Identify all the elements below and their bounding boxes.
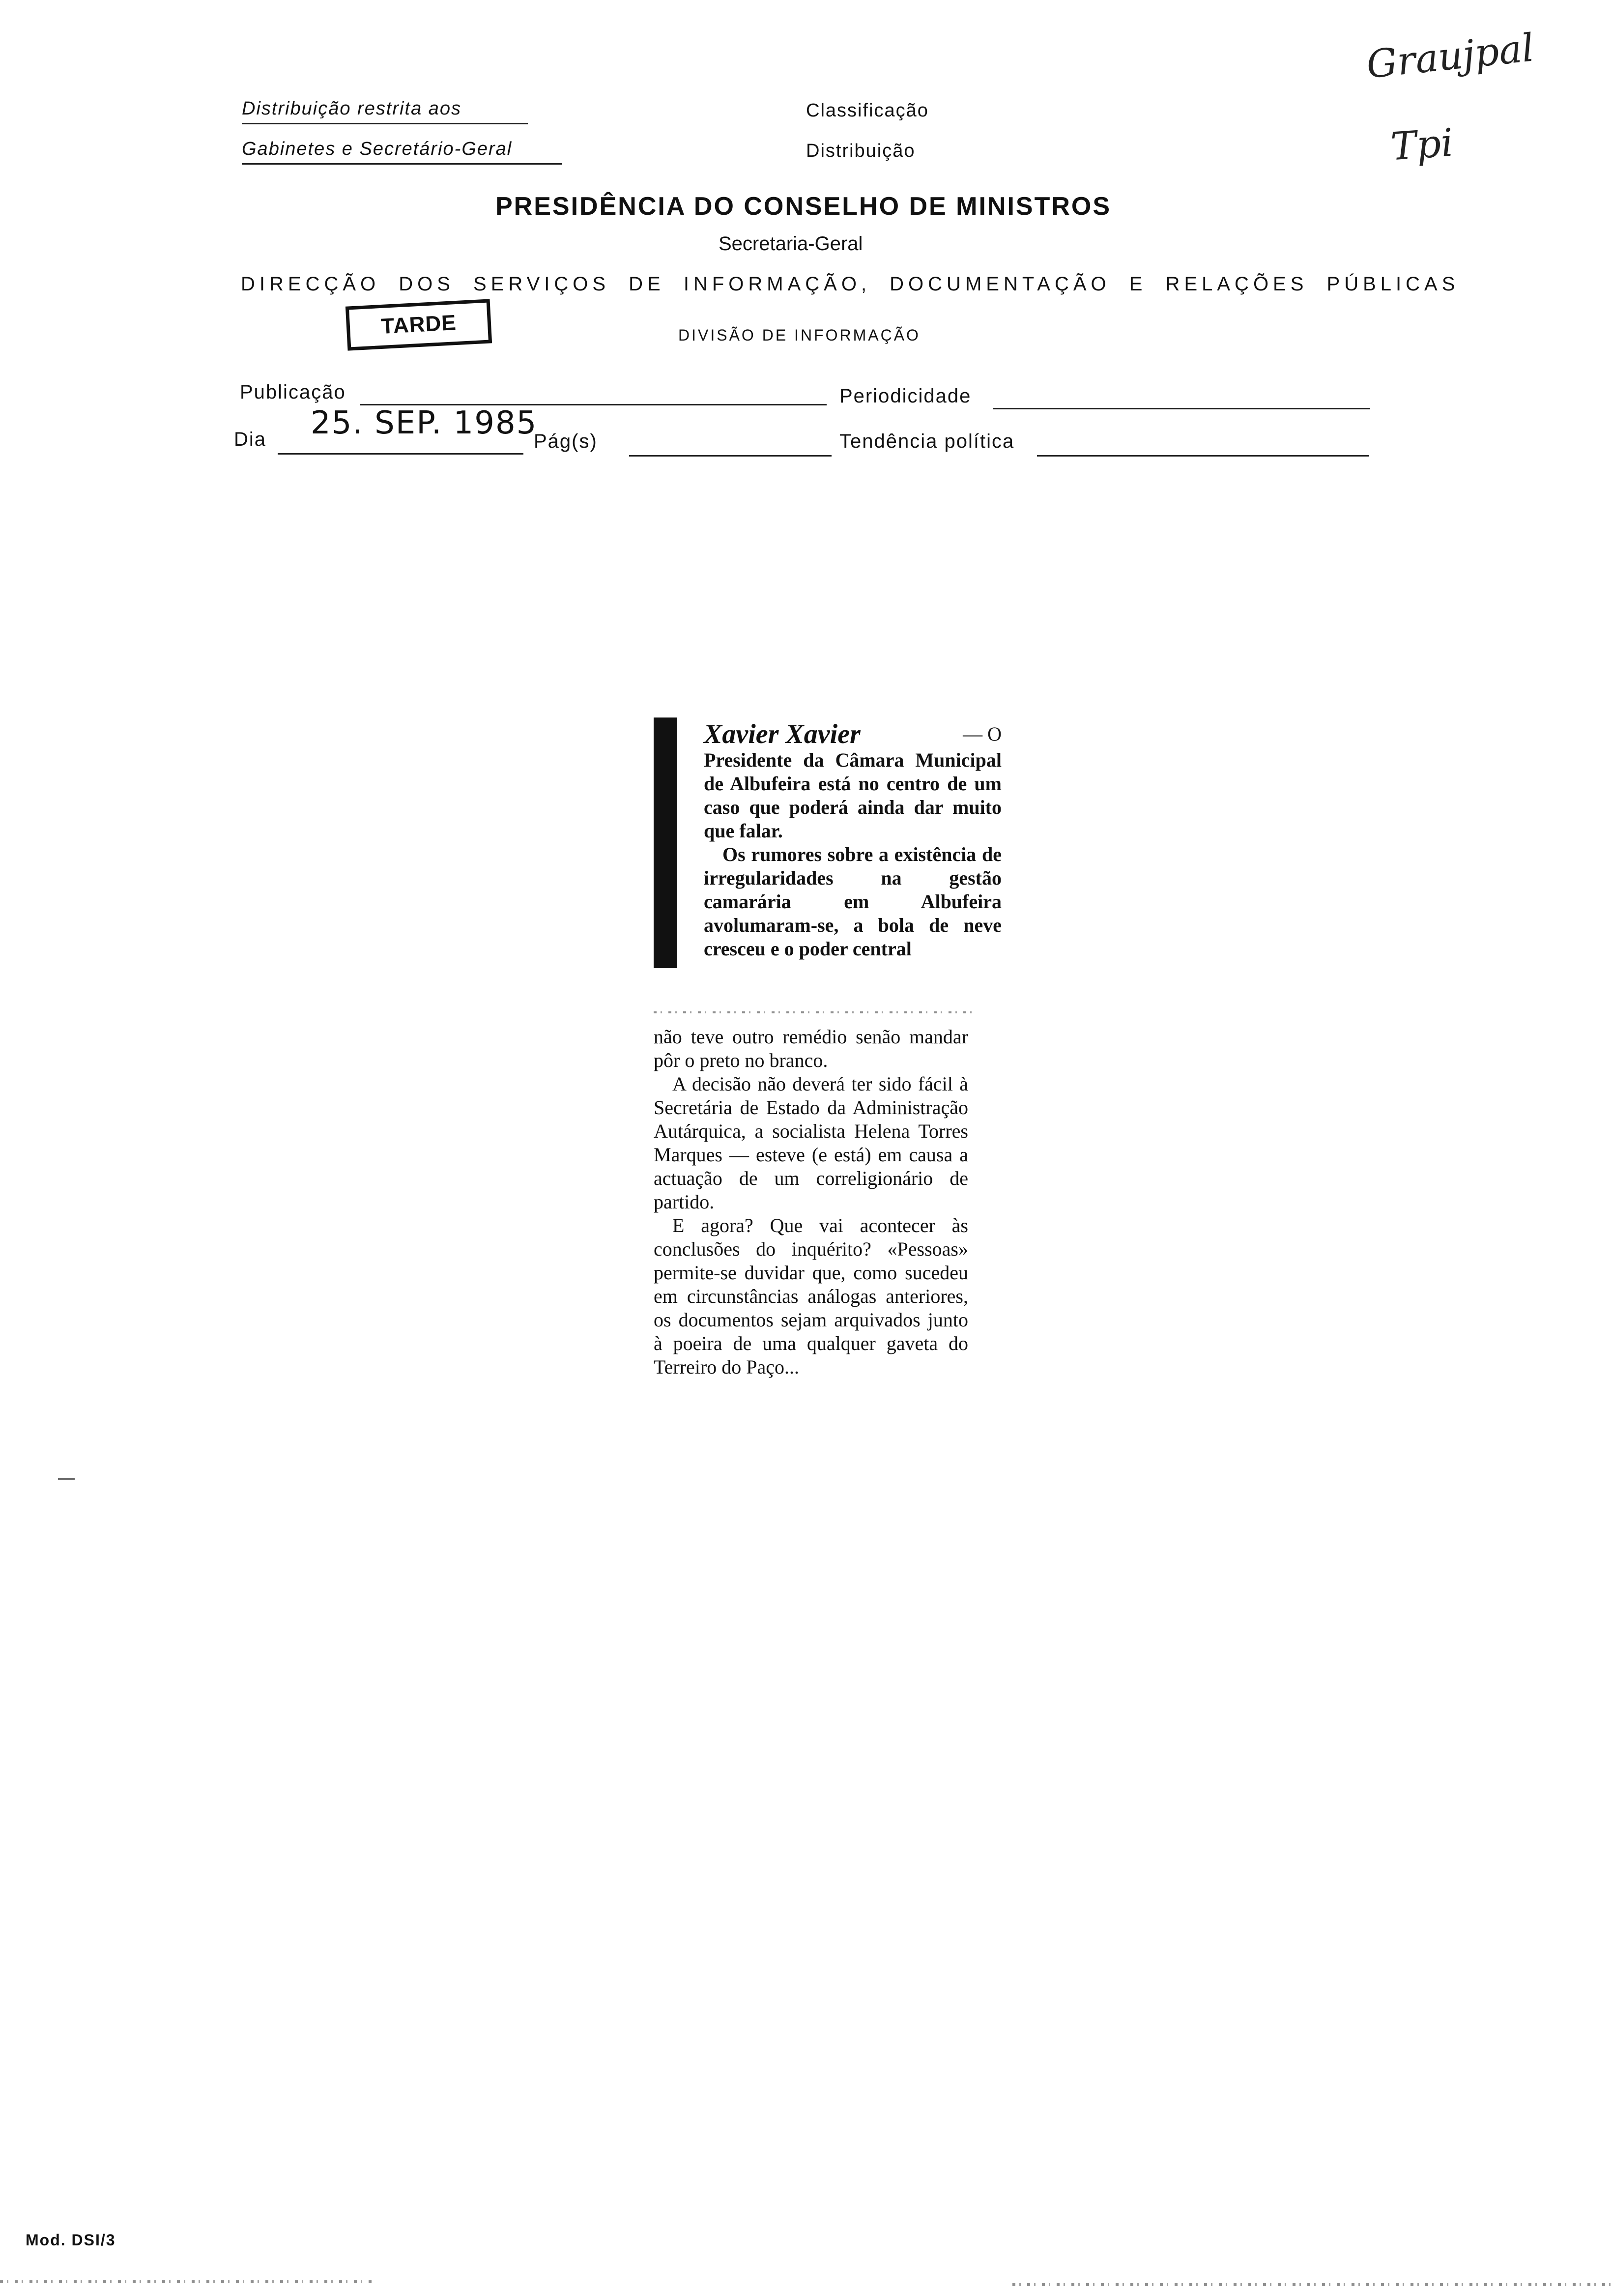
divisao-label: DIVISÃO DE INFORMAÇÃO: [678, 326, 921, 344]
tendencia-label: Tendência política: [839, 430, 1015, 452]
classificacao-label: Classificação: [806, 100, 929, 121]
newspaper-clipping-bottom: [654, 1025, 968, 1379]
dia-field: [278, 453, 523, 455]
margin-mark: [58, 1478, 75, 1480]
distribution-underline-2: [242, 163, 562, 165]
tarde-stamp: TARDE: [345, 299, 492, 350]
pags-field: [629, 455, 832, 457]
clipping-torn-edge: [654, 1011, 973, 1013]
clipping-paragraph-1: Presidente da Câmara Municipal de Albufeira está no centro de um caso que poderá ainda dar muito que falar.: [704, 749, 1002, 842]
scan-noise-left: [0, 2280, 374, 2283]
dia-value-handwritten-date: 25. SEP. 1985: [311, 405, 538, 441]
form-model-code: Mod. DSI/3: [26, 2231, 116, 2249]
scan-noise-right: [1012, 2283, 1612, 2286]
handwritten-annotation-1: Graujpal: [1364, 26, 1536, 87]
page-subtitle: Secretaria-Geral: [719, 233, 863, 255]
clipping-paragraph-3: não teve outro remédio senão mandar pôr o preto no branco.: [654, 1026, 968, 1071]
periodicidade-label: Periodicidade: [839, 385, 972, 407]
direccao-line: DIRECÇÃO DOS SERVIÇOS DE INFORMAÇÃO, DOCUMENTAÇÃO E RELAÇÕES PÚBLICAS: [241, 273, 1460, 295]
clipping-paragraph-5: E agora? Que vai acontecer às conclusões do inquérito? «Pessoas» permite-se duvidar que, como sucedeu em circunstâncias análogas anteriores, os documentos sejam arquivados junto à poeira de uma qualquer gaveta do Terreiro do Paço...: [654, 1214, 968, 1378]
handwritten-annotation-2: Tpi: [1389, 120, 1455, 170]
tendencia-field: [1037, 455, 1369, 457]
clipping-margin-bar: [654, 718, 677, 968]
clipping-paragraph-4: A decisão não deverá ter sido fácil à Secretária de Estado da Administração Autárquica, a socialista Helena Torres Marques — esteve (e está) em causa a actuação de um correligionário de partido.: [654, 1073, 968, 1213]
clipping-heading: [704, 719, 1002, 749]
distribution-line-2: Gabinetes e Secretário-Geral: [242, 139, 513, 159]
dia-label: Dia: [234, 429, 267, 450]
publicacao-label: Publicação: [240, 381, 346, 403]
clipping-heading-name: Xavier Xavier: [704, 719, 861, 749]
distribution-line-1: Distribuição restrita aos: [242, 98, 462, 119]
clipping-heading-dash: — O: [963, 723, 1002, 745]
pags-label: Pág(s): [534, 430, 598, 452]
periodicidade-field: [993, 408, 1370, 409]
page-title: PRESIDÊNCIA DO CONSELHO DE MINISTROS: [495, 192, 1112, 221]
distribuicao-label: Distribuição: [806, 141, 916, 161]
distribution-underline-1: [242, 123, 528, 124]
clipping-paragraph-2: Os rumores sobre a existência de irregularidades na gestão camarária em Albufeira avolumaram-se, a bola de neve cresceu e o poder central: [704, 843, 1002, 960]
newspaper-clipping-top: [704, 719, 1002, 961]
